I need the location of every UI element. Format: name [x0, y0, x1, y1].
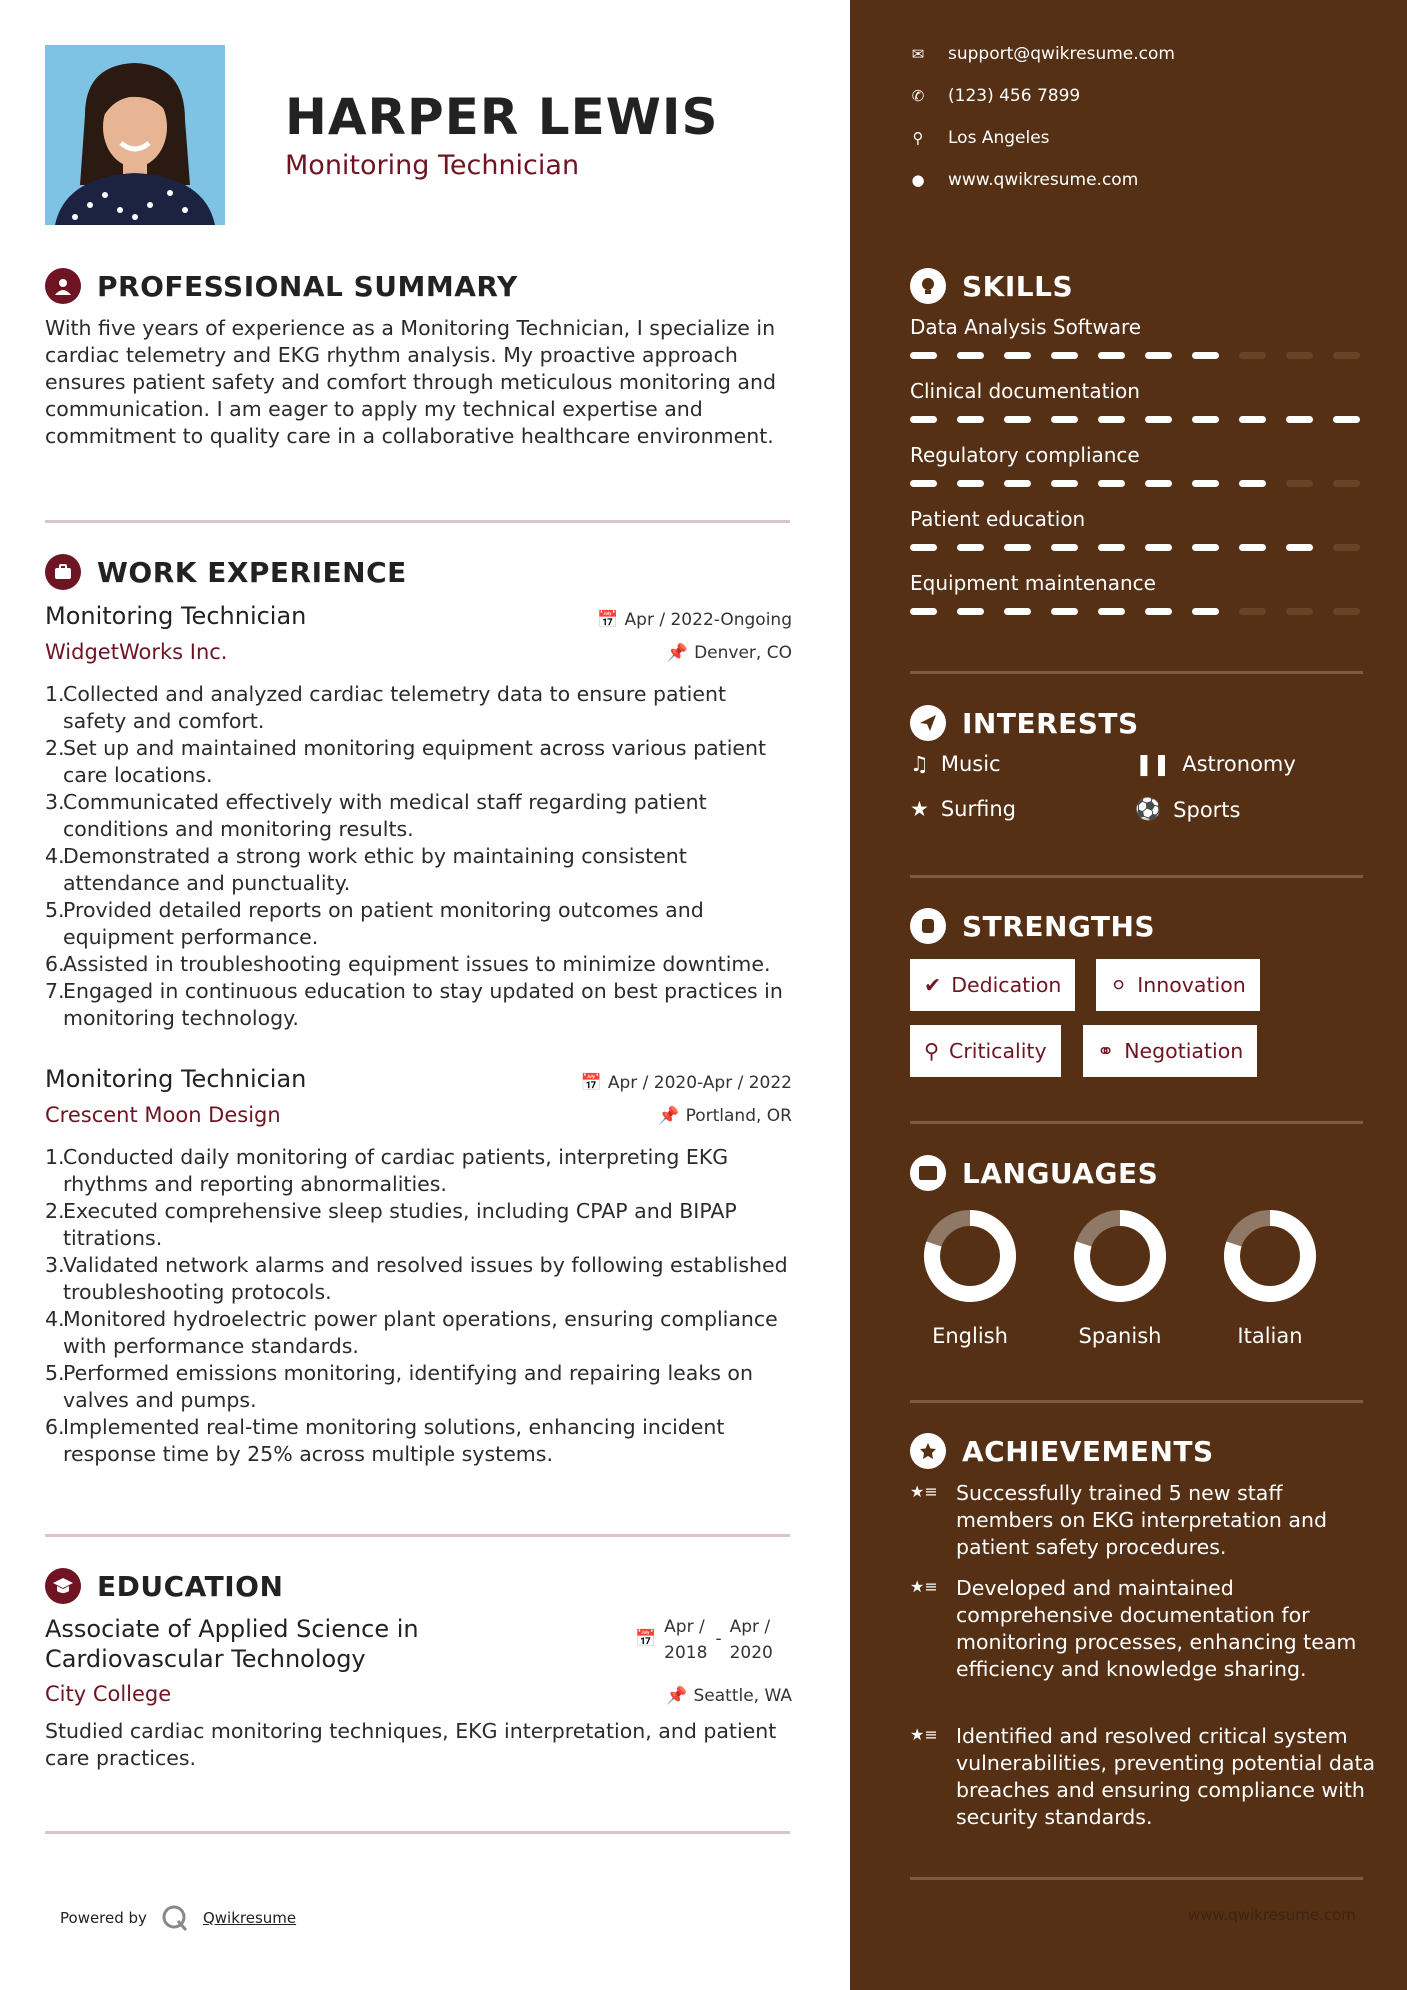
summary-heading — [45, 268, 518, 304]
section-divider — [910, 671, 1363, 674]
skill-level-segment — [1051, 416, 1078, 423]
skill-level-segment — [1239, 416, 1266, 423]
skill-level-segment — [910, 608, 937, 615]
skill-level-bar — [910, 480, 1360, 487]
language-item — [1210, 1206, 1330, 1348]
candidate-title: Monitoring Technician — [285, 150, 580, 181]
footer-url: www.qwikresume.com — [1188, 1906, 1356, 1924]
school-location — [666, 1686, 792, 1706]
user-icon — [45, 268, 81, 304]
interest-surfing — [910, 797, 1016, 821]
skill-level-segment — [1051, 352, 1078, 359]
strength-badge — [910, 1025, 1061, 1077]
skill-level-segment — [1098, 480, 1125, 487]
achievements-title: ACHIEVEMENTS — [962, 1434, 1214, 1468]
list-item: Engaged in continuous education to stay updated on best practices in monitoring technology. — [63, 979, 783, 1030]
calendar-icon: 📅 — [635, 1629, 657, 1649]
contact-email-text: support@qwikresume.com — [948, 44, 1175, 64]
star-icon: ★ — [910, 797, 929, 821]
contact-website-text: www.qwikresume.com — [948, 170, 1139, 190]
interests-title: INTERESTS — [962, 706, 1139, 740]
interest-sports — [1135, 797, 1240, 822]
pin-icon: 📌 — [666, 1686, 688, 1706]
education-description: Studied cardiac monitoring techniques, EKG interpretation, and patient care practices. — [45, 1719, 777, 1770]
degree-line-2: Cardiovascular Technology — [45, 1645, 366, 1673]
list-item: Implemented real-time monitoring solutions, enhancing incident response time by 25% across multiple systems. — [63, 1415, 725, 1466]
job-location — [667, 643, 792, 663]
achievement-text: Developed and maintained comprehensive documentation for monitoring processes, enhancing team efficiency and knowledge sharing. — [956, 1576, 1357, 1681]
achievement-text: Successfully trained 5 new staff members on EKG interpretation and patient safety procedures. — [956, 1481, 1327, 1559]
skill-level-segment — [910, 544, 937, 551]
globe-icon: ● — [911, 171, 925, 189]
skill-level-bar — [910, 608, 1360, 615]
language-name: Italian — [1237, 1324, 1303, 1348]
section-divider — [910, 1877, 1363, 1880]
skill-level-segment — [1192, 480, 1219, 487]
map-pin-icon: ⚲ — [912, 129, 924, 147]
skill-level-segment — [1239, 480, 1266, 487]
skill-level-segment — [1051, 544, 1078, 551]
powered-by — [60, 1904, 296, 1932]
skill-level-segment — [1239, 352, 1266, 359]
skill-level-segment — [1098, 608, 1125, 615]
interest-music — [910, 752, 1001, 776]
interest-astronomy — [1135, 752, 1296, 776]
skill-level-segment — [1145, 480, 1172, 487]
section-divider — [910, 875, 1363, 878]
skill-level-segment — [1192, 352, 1219, 359]
language-item — [910, 1206, 1030, 1348]
job-bullets — [45, 1144, 795, 1468]
strength-label: Negotiation — [1124, 1039, 1244, 1063]
interest-label: Surfing — [940, 797, 1016, 821]
job-dates-text: Apr / 2022-Ongoing — [624, 610, 792, 630]
skill-level-segment — [1286, 352, 1313, 359]
skill-level-segment — [1145, 416, 1172, 423]
skill-name: Data Analysis Software — [910, 315, 1142, 339]
skill-level-segment — [1192, 608, 1219, 615]
skill-level-segment — [1333, 416, 1360, 423]
skill-level-segment — [910, 416, 937, 423]
skill-level-segment — [1098, 544, 1125, 551]
contact-phone-text: (123) 456 7899 — [948, 86, 1081, 106]
language-ring — [1220, 1206, 1320, 1306]
skill-name: Equipment maintenance — [910, 571, 1156, 595]
list-item: Demonstrated a strong work ethic by maintaining consistent attendance and punctuality. — [63, 844, 687, 895]
job-location-text: Denver, CO — [694, 643, 792, 663]
lightbulb-icon: ⚪ — [1110, 973, 1128, 997]
check-circle-icon: ✔ — [924, 973, 942, 997]
language-item — [1060, 1206, 1180, 1348]
skill-level-segment — [1051, 480, 1078, 487]
school-name: City College — [45, 1682, 172, 1706]
edu-end — [730, 1614, 773, 1666]
skill-level-segment — [1239, 608, 1266, 615]
section-divider — [45, 1534, 790, 1537]
skill-level-segment — [1286, 608, 1313, 615]
list-item: Performed emissions monitoring, identifying and repairing leaks on valves and pumps. — [63, 1361, 753, 1412]
envelope-icon: ✉ — [911, 45, 925, 63]
skill-level-segment — [957, 608, 984, 615]
strengths-heading — [910, 908, 1155, 944]
skill-level-segment — [1239, 544, 1266, 551]
skill-level-segment — [1145, 352, 1172, 359]
music-icon: ♫ — [910, 752, 929, 776]
languages-heading — [910, 1155, 1158, 1191]
education-heading — [45, 1568, 283, 1604]
list-item: Communicated effectively with medical staff regarding patient conditions and monitoring results. — [63, 790, 707, 841]
list-item: Set up and maintained monitoring equipment across various patient care locations. — [63, 736, 767, 787]
languages-title: LANGUAGES — [962, 1156, 1159, 1190]
language-name: English — [932, 1324, 1008, 1348]
list-item: Assisted in troubleshooting equipment issues to minimize downtime. — [63, 952, 771, 976]
strength-label: Dedication — [951, 973, 1062, 997]
school-location-text: Seattle, WA — [693, 1686, 792, 1706]
section-divider — [910, 1121, 1363, 1124]
list-item: Provided detailed reports on patient monitoring outcomes and equipment performance. — [63, 898, 704, 949]
edu-end-year: 2020 — [729, 1643, 773, 1663]
skill-level-segment — [957, 544, 984, 551]
skill-level-segment — [957, 352, 984, 359]
lightbulb-icon — [910, 268, 946, 304]
interests-heading — [910, 705, 1139, 741]
skills-heading — [910, 268, 1073, 304]
job-company: Crescent Moon Design — [45, 1103, 281, 1127]
skill-level-segment — [1051, 608, 1078, 615]
list-item: Executed comprehensive sleep studies, including CPAP and BIPAP titrations. — [63, 1199, 737, 1250]
powered-by-label: Powered by — [60, 1909, 147, 1927]
degree-title — [45, 1614, 419, 1674]
skill-level-segment — [910, 352, 937, 359]
interest-label: Astronomy — [1182, 752, 1296, 776]
skill-level-segment — [1098, 352, 1125, 359]
summary-text: With five years of experience as a Monitoring Technician, I specialize in cardiac telemetry and EKG rhythm analysis. My proactive approach ensures patient safety and comfort through meticulous monitoring and communication. I am eager to apply my technical expertise and commitment to quality care in a collaborative healthcare environment. — [45, 316, 776, 448]
skill-level-segment — [957, 416, 984, 423]
strength-badge — [1083, 1025, 1257, 1077]
skill-level-segment — [1098, 416, 1125, 423]
skill-level-segment — [1192, 416, 1219, 423]
job-bullets — [45, 681, 795, 1032]
achievement-item — [910, 1480, 1380, 1561]
soccer-ball-icon: ⚽ — [1135, 797, 1162, 821]
skill-level-segment — [1145, 608, 1172, 615]
edu-end-month: Apr / — [729, 1617, 771, 1637]
skill-level-segment — [1004, 352, 1031, 359]
skill-level-segment — [957, 480, 984, 487]
skill-level-bar — [910, 352, 1360, 359]
shooting-star-icon: ★≡ — [910, 1482, 938, 1501]
strength-badge — [1096, 959, 1260, 1011]
achievement-text: Identified and resolved critical system vulnerabilities, preventing potential data breaches and ensuring compliance with security standards. — [956, 1724, 1376, 1829]
shooting-star-icon: ★≡ — [910, 1725, 938, 1744]
skill-level-bar — [910, 416, 1360, 423]
skill-level-segment — [1286, 416, 1313, 423]
job-location — [658, 1106, 792, 1126]
qwikresume-logo-icon — [161, 1904, 189, 1932]
graduation-cap-icon — [45, 1568, 81, 1604]
list-item: Conducted daily monitoring of cardiac patients, interpreting EKG rhythms and reporting abnormalities. — [63, 1145, 729, 1196]
skill-level-segment — [1333, 480, 1360, 487]
summary-title: PROFESSIONAL SUMMARY — [97, 269, 518, 303]
degree-line-1: Associate of Applied Science in — [45, 1615, 419, 1643]
briefcase-icon — [45, 554, 81, 590]
job-dates — [597, 610, 792, 630]
interest-label: Sports — [1173, 797, 1241, 822]
list-item: Monitored hydroelectric power plant operations, ensuring compliance with performance standards. — [63, 1307, 778, 1358]
strength-badge — [910, 959, 1075, 1011]
list-item: Validated network alarms and resolved issues by following established troubleshooting protocols. — [63, 1253, 788, 1304]
edu-start-year: 2018 — [664, 1643, 708, 1663]
job-location-text: Portland, OR — [685, 1106, 792, 1126]
section-divider — [45, 1831, 790, 1834]
education-dates — [635, 1614, 773, 1666]
calendar-icon: 📅 — [580, 1073, 602, 1093]
job-company: WidgetWorks Inc. — [45, 640, 228, 664]
handshake-icon: ⚭ — [1097, 1039, 1115, 1063]
calendar-icon: 📅 — [597, 610, 619, 630]
utensils-icon: ❚❚ — [1135, 752, 1171, 776]
job-title: Monitoring Technician — [45, 1065, 307, 1093]
strengths-title: STRENGTHS — [962, 909, 1156, 943]
list-item: Collected and analyzed cardiac telemetry data to ensure patient safety and comfort. — [63, 682, 726, 733]
language-ring — [920, 1206, 1020, 1306]
strength-label: Criticality — [949, 1039, 1047, 1063]
skill-name: Patient education — [910, 507, 1086, 531]
profile-photo-image — [45, 45, 225, 225]
experience-title: WORK EXPERIENCE — [97, 555, 407, 589]
language-ring — [1070, 1206, 1170, 1306]
edu-start-month: Apr / — [664, 1617, 705, 1637]
achievements-heading — [910, 1433, 1214, 1469]
contact-email — [910, 44, 1175, 64]
pin-icon: 📌 — [666, 643, 689, 663]
profile-photo — [45, 45, 225, 225]
job-dates — [581, 1073, 792, 1093]
search-icon: ⚲ — [924, 1039, 940, 1063]
skills-title: SKILLS — [962, 269, 1074, 303]
skill-level-segment — [1145, 544, 1172, 551]
contact-location — [910, 128, 1050, 148]
language-name: Spanish — [1078, 1324, 1162, 1348]
education-title: EDUCATION — [97, 1569, 284, 1603]
skill-level-segment — [1004, 416, 1031, 423]
achievement-item — [910, 1575, 1380, 1683]
edu-date-dash: - — [715, 1629, 722, 1649]
skill-level-segment — [1004, 480, 1031, 487]
translate-icon — [910, 1155, 946, 1191]
skill-level-segment — [1192, 544, 1219, 551]
skill-name: Clinical documentation — [910, 379, 1140, 403]
skill-level-segment — [1004, 544, 1031, 551]
interest-label: Music — [940, 752, 1001, 776]
trophy-icon — [910, 1433, 946, 1469]
skill-level-segment — [1333, 352, 1360, 359]
experience-heading — [45, 554, 407, 590]
strength-label: Innovation — [1137, 973, 1246, 997]
contact-phone — [910, 86, 1080, 106]
section-divider — [910, 1400, 1363, 1403]
achievement-item — [910, 1723, 1380, 1831]
section-divider — [45, 520, 790, 523]
skill-level-segment — [1333, 544, 1360, 551]
skill-level-segment — [1333, 608, 1360, 615]
skill-name: Regulatory compliance — [910, 443, 1140, 467]
fist-icon — [910, 908, 946, 944]
candidate-name: HARPER LEWIS — [285, 88, 719, 146]
skill-level-segment — [910, 480, 937, 487]
sidebar — [850, 0, 1407, 1990]
job-title: Monitoring Technician — [45, 602, 307, 630]
phone-icon: ✆ — [911, 87, 925, 105]
qwikresume-link[interactable]: Qwikresume — [202, 1909, 297, 1927]
job-dates-text: Apr / 2020-Apr / 2022 — [607, 1073, 792, 1093]
contact-location-text: Los Angeles — [948, 128, 1050, 148]
skill-level-segment — [1004, 608, 1031, 615]
edu-start — [664, 1614, 707, 1666]
paper-plane-icon — [910, 705, 946, 741]
skill-level-bar — [910, 544, 1360, 551]
contact-website — [910, 170, 1138, 190]
skill-level-segment — [1286, 480, 1313, 487]
shooting-star-icon: ★≡ — [910, 1577, 938, 1596]
skill-level-segment — [1286, 544, 1313, 551]
pin-icon: 📌 — [658, 1106, 680, 1126]
